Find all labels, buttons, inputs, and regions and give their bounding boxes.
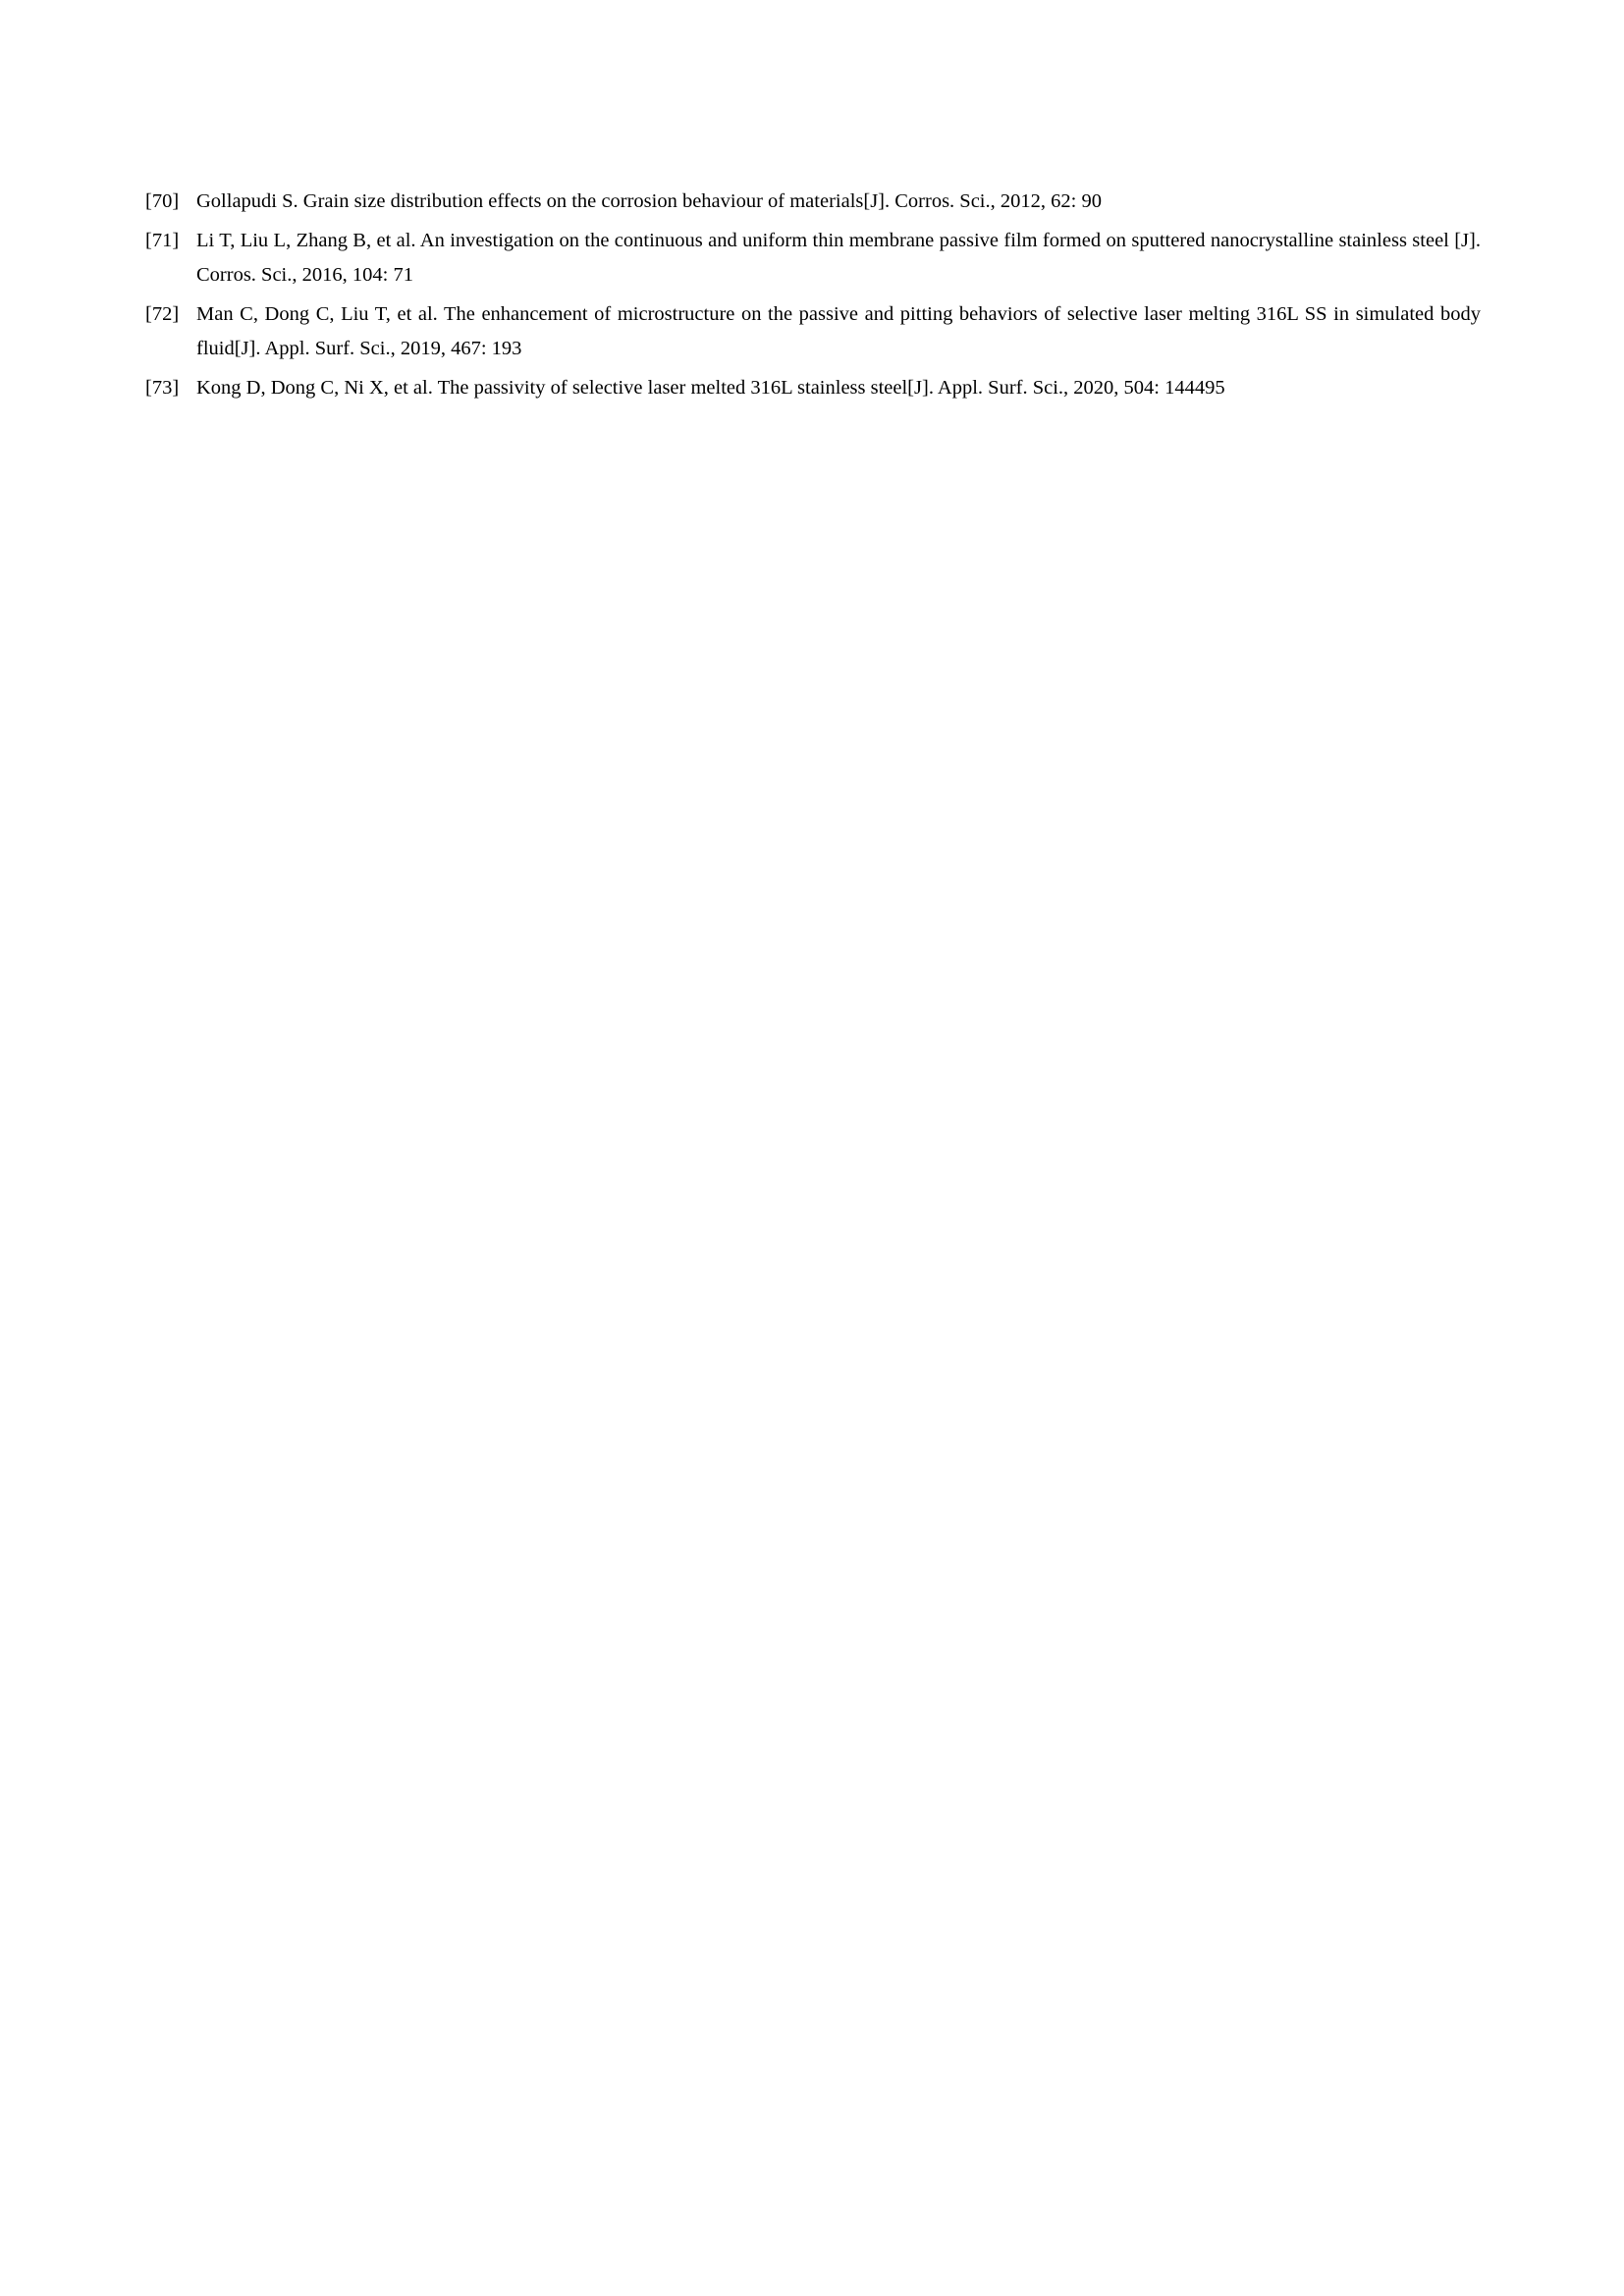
reference-text: Man C, Dong C, Liu T, et al. The enhancement of microstructure on the passive and pitting behaviors of selective laser melting 316L SS in simulated body fluid[J]. Appl. Surf. Sci., 2019, 467: 193 (196, 303, 1481, 359)
reference-number: [72] (145, 303, 180, 325)
reference-number: [73] (145, 377, 180, 399)
reference-list (145, 185, 1481, 410)
list-item (145, 371, 1481, 405)
reference-text: Gollapudi S. Grain size distribution effects on the corrosion behaviour of materials[J]. Corros. Sci., 2012, 62: 90 (196, 190, 1102, 212)
reference-text: Li T, Liu L, Zhang B, et al. An investigation on the continuous and uniform thin membrane passive film formed on sputtered nanocrystalline stainless steel [J]. Corros. Sci., 2016, 104: 71 (196, 230, 1481, 286)
list-item (145, 224, 1481, 293)
list-item (145, 185, 1481, 219)
reference-text: Kong D, Dong C, Ni X, et al. The passivity of selective laser melted 316L stainless steel[J]. Appl. Surf. Sci., 2020, 504: 144495 (196, 377, 1225, 399)
reference-number: [70] (145, 190, 180, 212)
list-item (145, 297, 1481, 366)
reference-number: [71] (145, 230, 180, 251)
